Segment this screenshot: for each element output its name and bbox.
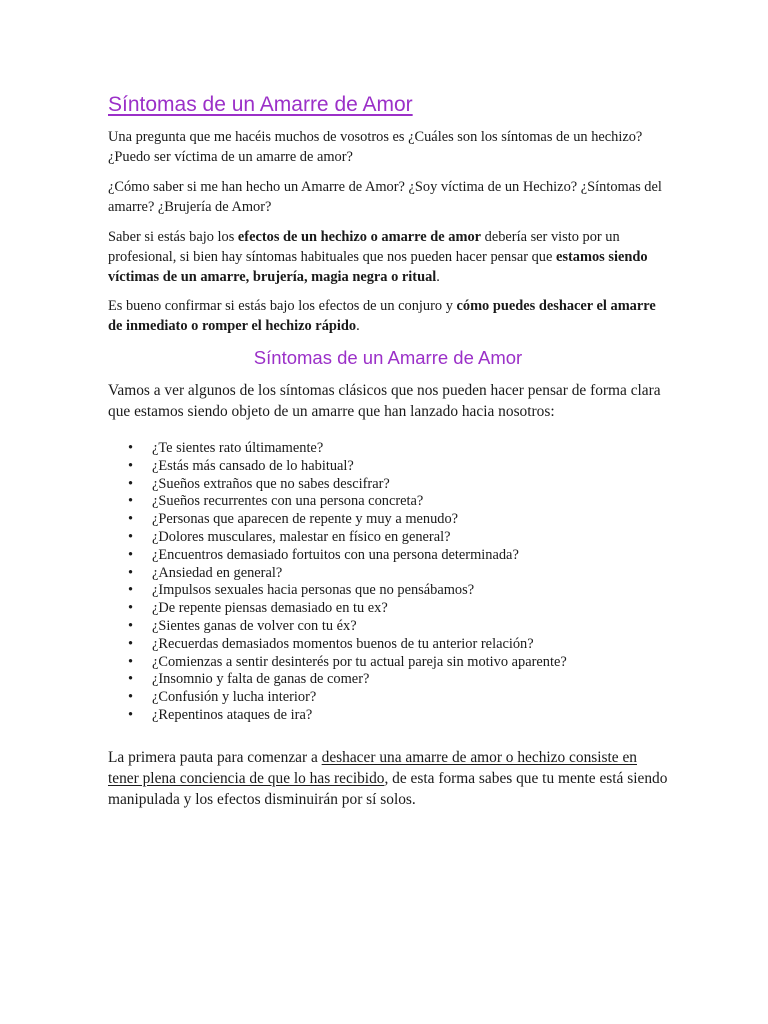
symptom-list	[108, 440, 668, 725]
symptom-list-item	[128, 511, 668, 529]
symptom-list-item	[128, 654, 668, 672]
symptom-text: ¿Sueños extraños que no sabes descifrar?	[152, 475, 390, 492]
symptom-list-item	[128, 565, 668, 583]
bullet-icon: •	[128, 457, 134, 474]
symptom-list-item	[128, 689, 668, 707]
symptom-list-item	[128, 440, 668, 458]
bullet-icon: •	[128, 511, 134, 528]
symptom-list-item	[128, 529, 668, 547]
symptom-text: ¿Dolores musculares, malestar en físico en general?	[152, 528, 451, 545]
bullet-icon: •	[128, 617, 134, 634]
symptom-text: ¿Comienzas a sentir desinterés por tu actual pareja sin motivo aparente?	[152, 653, 567, 670]
symptom-list-item	[128, 600, 668, 618]
bullet-icon: •	[128, 440, 134, 456]
symptom-text: ¿Repentinos ataques de ira?	[152, 706, 313, 723]
confirm-paragraph	[108, 296, 668, 336]
symptom-text: ¿Insomnio y falta de ganas de comer?	[152, 671, 370, 688]
closing-paragraph	[108, 747, 668, 810]
text-segment: La primera pauta para comenzar a	[108, 748, 322, 766]
symptom-text: ¿Sientes ganas de volver con tu éx?	[152, 617, 357, 634]
bullet-icon: •	[128, 493, 134, 510]
bullet-icon: •	[128, 706, 134, 723]
symptom-text: ¿Estás más cansado de lo habitual?	[152, 457, 354, 474]
text-segment: Saber si estás bajo los	[108, 229, 238, 245]
bullet-icon: •	[128, 600, 134, 617]
symptom-text: ¿Te sientes rato últimamente?	[152, 440, 324, 456]
bullet-icon: •	[128, 564, 134, 581]
bullet-icon: •	[128, 635, 134, 652]
symptom-text: ¿Ansiedad en general?	[152, 564, 283, 581]
page-title: Síntomas de un Amarre de Amor	[108, 93, 413, 116]
bold-segment: cómo puedes deshacer el amarre de inmediato o romper el hechizo rápido	[108, 298, 656, 334]
text-segment: , de esta forma sabes que tu mente está siendo manipulada y los efectos disminuirán por sí solos.	[108, 769, 668, 808]
symptom-text: ¿Confusión y lucha interior?	[152, 689, 317, 706]
bold-segment: efectos de un hechizo o amarre de amor	[237, 229, 482, 245]
questions-paragraph: ¿Cómo saber si me han hecho un Amarre de Amor? ¿Soy víctima de un Hechizo? ¿Síntomas del amarre? ¿Brujería de Amor?	[108, 179, 662, 215]
bullet-icon: •	[128, 546, 134, 563]
symptom-text: ¿Sueños recurrentes con una persona concreta?	[152, 493, 424, 510]
symptom-list-item	[128, 671, 668, 689]
symptom-list-item	[128, 707, 668, 725]
symptom-text: ¿Encuentros demasiado fortuitos con una persona determinada?	[152, 546, 519, 563]
symptom-list-item	[128, 618, 668, 636]
symptom-list-item	[128, 547, 668, 565]
bullet-icon: •	[128, 475, 134, 492]
symptom-text: ¿Impulsos sexuales hacia personas que no pensábamos?	[152, 582, 475, 599]
intro-paragraph: Una pregunta que me hacéis muchos de vosotros es ¿Cuáles son los síntomas de un hechizo? ¿Puedo ser víctima de un amarre de amor?	[108, 129, 643, 165]
bullet-icon: •	[128, 653, 134, 670]
symptoms-intro-paragraph: Vamos a ver algunos de los síntomas clásicos que nos pueden hacer pensar de forma clara que estamos siendo objeto de un amarre que han lanzado hacia nosotros:	[108, 382, 661, 420]
bullet-icon: •	[128, 582, 134, 599]
underlined-segment: deshacer una amarre de amor o hechizo consiste en tener plena conciencia de que lo has recibido	[108, 748, 637, 787]
symptom-list-item	[128, 458, 668, 476]
symptom-text: ¿De repente piensas demasiado en tu ex?	[152, 600, 388, 617]
section-heading: Síntomas de un Amarre de Amor	[253, 347, 523, 368]
bullet-icon: •	[128, 689, 134, 706]
bullet-icon: •	[128, 671, 134, 688]
symptom-list-item	[128, 493, 668, 511]
symptom-text: ¿Recuerdas demasiados momentos buenos de tu anterior relación?	[152, 635, 534, 652]
professional-paragraph	[108, 227, 668, 287]
bold-segment: estamos siendo víctimas de un amarre, brujería, magia negra o ritual	[108, 249, 648, 285]
text-segment: .	[356, 318, 360, 334]
symptom-text: ¿Personas que aparecen de repente y muy a menudo?	[152, 511, 459, 528]
symptom-list-item	[128, 582, 668, 600]
text-segment: debería ser visto por un profesional, si bien hay síntomas habituales que nos pueden hacer pensar que	[108, 229, 620, 265]
text-segment: Es bueno confirmar si estás bajo los efectos de un conjuro y	[108, 298, 457, 314]
text-segment: .	[436, 269, 440, 285]
symptom-list-item	[128, 476, 668, 494]
symptom-list-item	[128, 636, 668, 654]
bullet-icon: •	[128, 528, 134, 545]
